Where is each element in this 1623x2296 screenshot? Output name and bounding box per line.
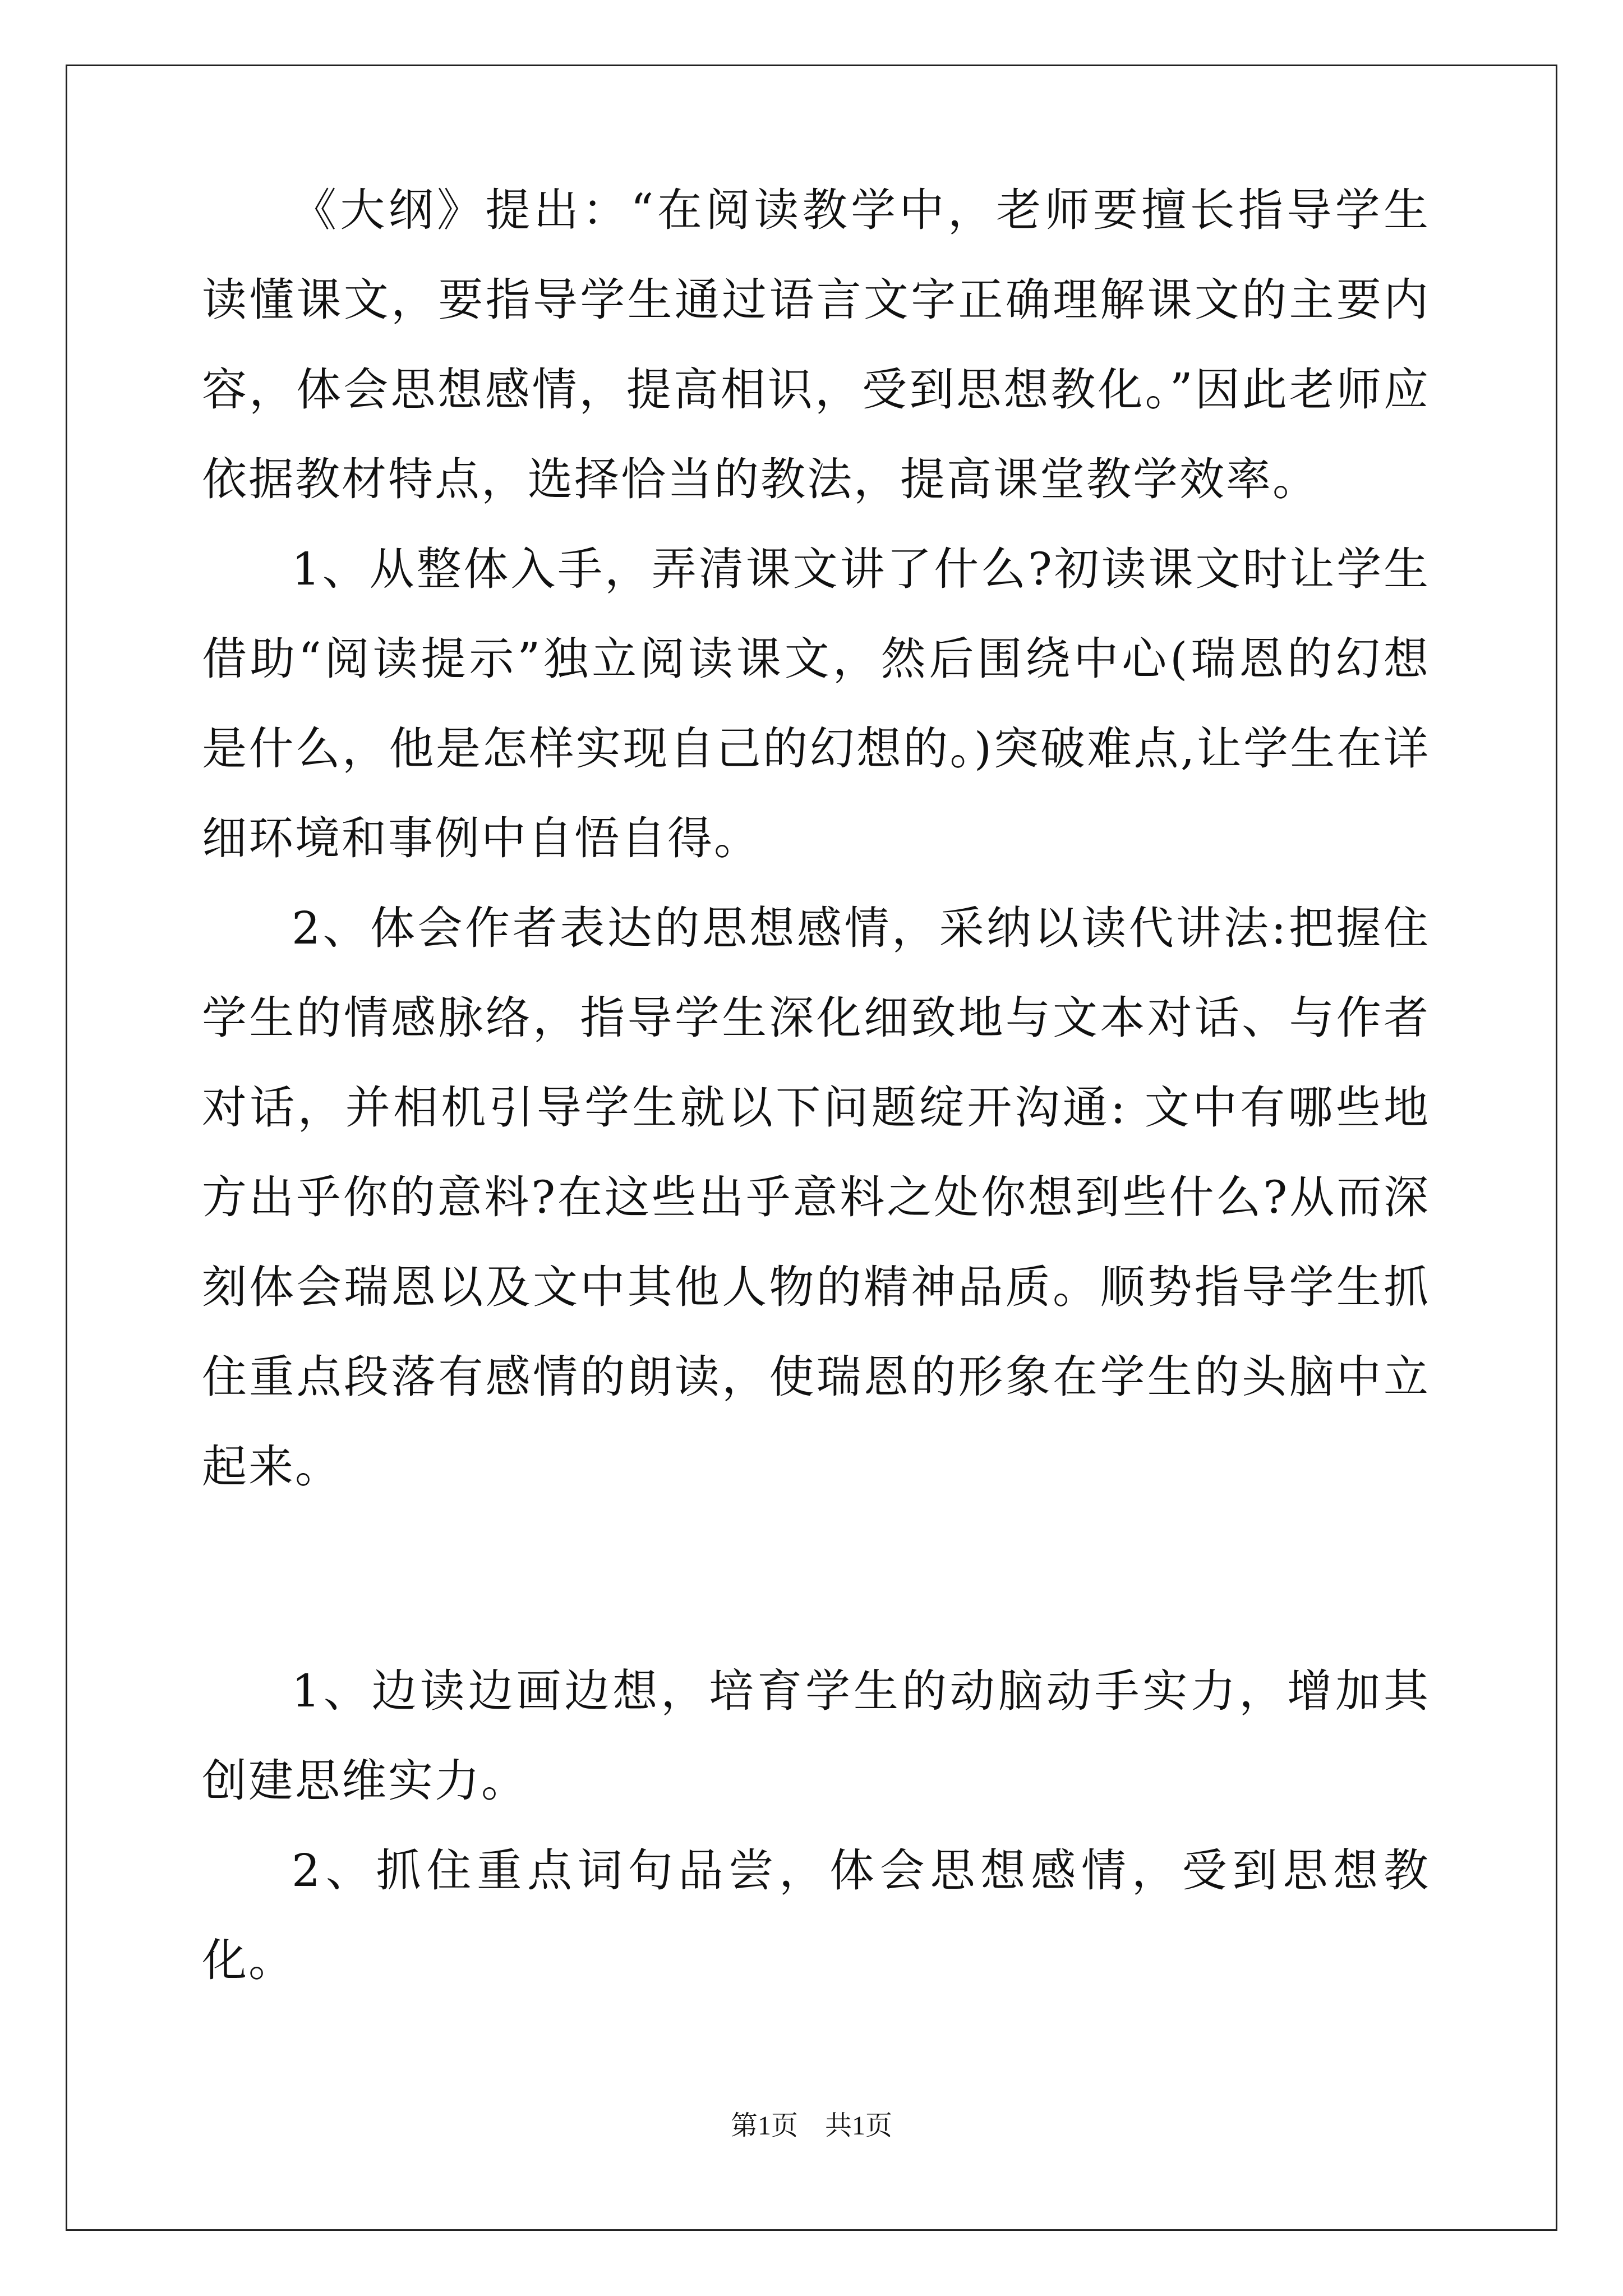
page-number-footer: 第1页 共1页 [730, 2111, 892, 2141]
document-body [202, 165, 1430, 2005]
paragraph-point-2: 2、体会作者表达的思想感情，采纳以读代讲法:把握住学生的情感脉络，指导学生深化细致地与文本对话、与作者对话，并相机引导学生就以下问题绽开沟通: 文中有哪些地方出乎你的意料?在这些出乎意料之处你想到些什么?从而深刻体会瑞恩以及文中其他人物的精神品质。顺势指导学生抓住重点段落有感情的朗读，使瑞恩的形象在学生的头脑中立起来。 [202, 902, 1430, 1493]
paragraph-method-1: 1、边读边画边想，培育学生的动脑动手实力，增加其创建思维实力。 [202, 1665, 1430, 1807]
paragraph-intro: 《大纲》提出：“在阅读教学中，老师要擅长指导学生读懂课文，要指导学生通过语言文字正确理解课文的主要内容，体会思想感情，提高相识，受到思想教化。”因此老师应依据教材特点，选择恰当的教法，提高课堂教学效率。 [202, 184, 1430, 505]
paragraph-point-1: 1、从整体入手，弄清课文讲了什么?初读课文时让学生借助“阅读提示”独立阅读课文，然后围绕中心(瑞恩的幻想是什么，他是怎样实现自己的幻想的。)突破难点,让学生在详细环境和事例中自悟自得。 [202, 543, 1430, 864]
section-gap [202, 1512, 1430, 1646]
paragraph-method-2: 2、抓住重点词句品尝，体会思想感情，受到思想教化。 [202, 1844, 1430, 1986]
